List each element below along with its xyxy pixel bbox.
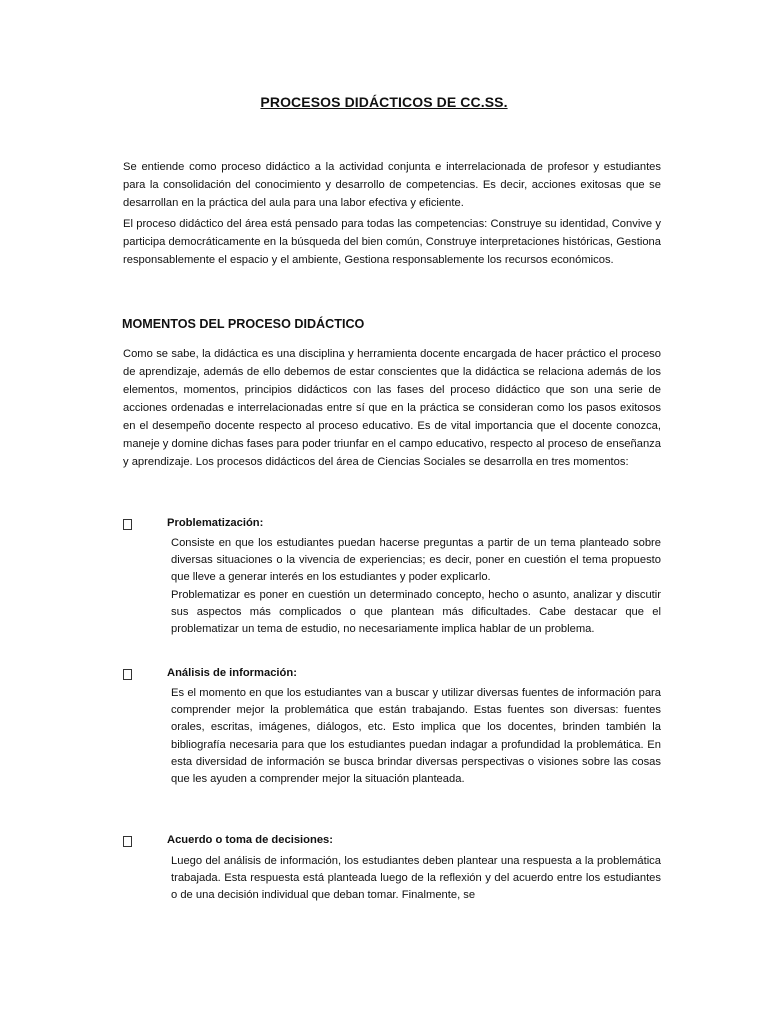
bullet-title-problematizacion: Problematización: xyxy=(167,517,264,529)
bullet-box-icon xyxy=(123,836,132,847)
intro-paragraph-1: Se entiende como proceso didáctico a la actividad conjunta e interrelacionada de profesor y estudiantes para la consolidación del conocimiento y desarrollo de competencias. Es decir, acciones exitosas que se desarrollan en la práctica del aula para una labor efectiva y eficiente. xyxy=(123,161,661,209)
section-heading: MOMENTOS DEL PROCESO DIDÁCTICO xyxy=(122,317,365,331)
document-title: PROCESOS DIDÁCTICOS DE CC.SS. xyxy=(260,94,508,110)
bullet-text-acuerdo: Luego del análisis de información, los estudiantes deben plantear una respuesta a la problemática trabajada. Esta respuesta está planteada luego de la reflexión y del acuerdo entre los estudiantes o de una decisión individual que deban tomar. Finalmente, se xyxy=(171,855,661,902)
bullet-box-icon xyxy=(123,519,132,530)
bullet-title-acuerdo: Acuerdo o toma de decisiones: xyxy=(167,834,333,846)
intro-paragraph-2: El proceso didáctico del área está pensado para todas las competencias: Construye su identidad, Convive y participa democráticamente en la búsqueda del bien común, Construye interpretaciones históricas, Gestiona responsablemente el espacio y el ambiente, Gestiona responsablemente los recursos económicos. xyxy=(123,218,661,266)
bullet-box-icon xyxy=(123,669,132,680)
bullet-text-analisis: Es el momento en que los estudiantes van a buscar y utilizar diversas fuentes de información para comprender mejor la problemática que están trabajando. Estas fuentes son diversas: fuentes orales, escritas, imágenes, diálogos, etc. Esto implica que los docentes, brinden también la bibliografía necesaria para que los estudiantes puedan indagar a profundidad la problemática. En esta diversidad de información se busca brindar diversas perspectivas o visiones sobre las cosas que les ayuden a comprender mejor la situación planteada. xyxy=(171,687,661,786)
bullet-title-analisis: Análisis de información: xyxy=(167,667,297,679)
section-intro-paragraph: Como se sabe, la didáctica es una disciplina y herramienta docente encargada de hacer práctico el proceso de aprendizaje, además de ello debemos de estar conscientes que la didáctica se relaciona además de los elementos, momentos, principios didácticos con las fases del proceso didáctico que son una serie de acciones ordenadas e interrelacionadas entre sí que en la práctica se consideran como los pasos exitosos en el desempeño docente respecto al proceso educativo. Es de vital importancia que el docente conozca, maneje y domine dichas fases para poder triunfar en el campo educativo, respecto al proceso de enseñanza y aprendizaje. Los procesos didácticos del área de Ciencias Sociales se desarrolla en tres momentos: xyxy=(123,348,661,468)
bullet-text-problematizacion: Consiste en que los estudiantes puedan hacerse preguntas a partir de un tema planteado sobre diversas situaciones o la vivencia de experiencias; es decir, poner en cuestión el tema propuesto que lleve a generar interés en los estudiantes y poder explicarlo. Problematizar es poner en cuestión un determinado concepto, hecho o asunto, analizar y discutir sus aspectos más complicados o que plantean más dificultades. Cabe destacar que el problematizar un tema de estudio, no necesariamente implica hablar de un problema. xyxy=(171,537,661,636)
